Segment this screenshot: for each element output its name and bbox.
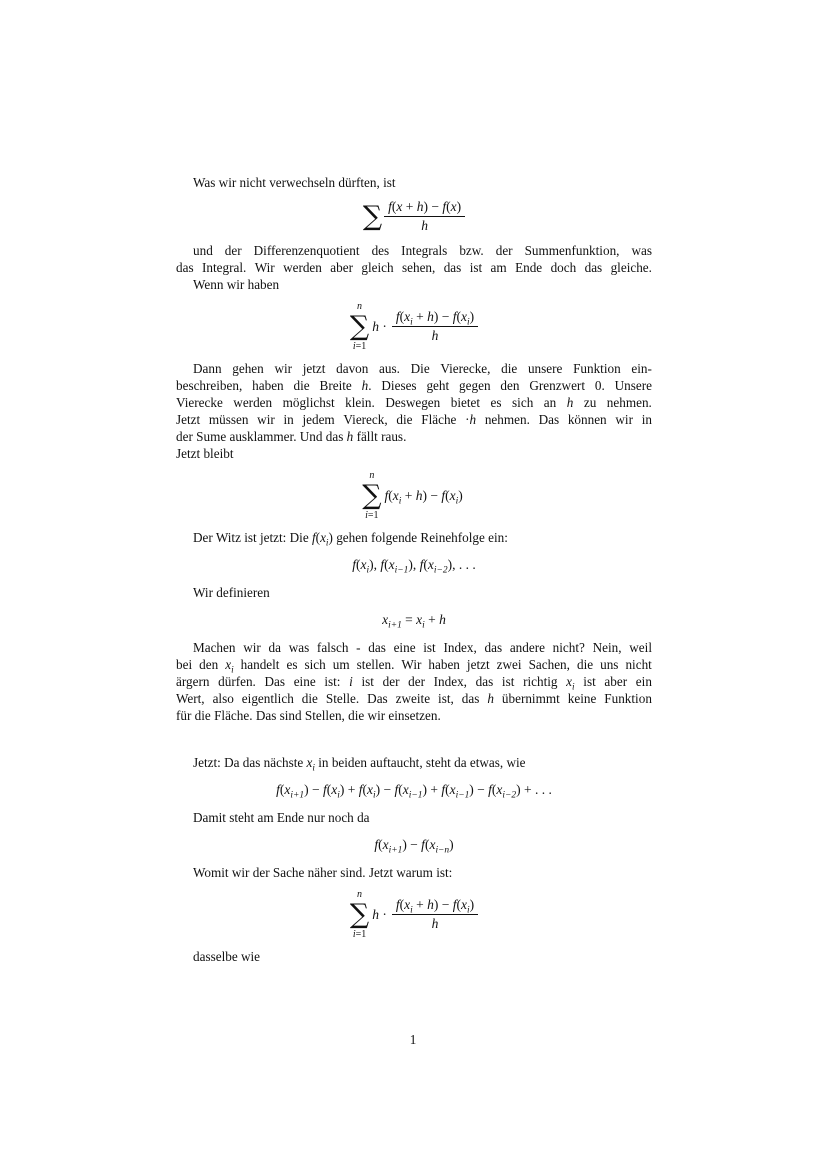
word: das	[443, 260, 462, 275]
word: Integral.	[201, 260, 247, 275]
fraction-numerator: $f(x_i + h) - f(x_i)$	[392, 897, 478, 915]
paragraph-line: für die Fläche. Das sind Stellen, die wir einsetzen.	[176, 708, 441, 723]
word: bei	[176, 657, 193, 672]
word: Integrals	[401, 243, 448, 258]
word: um	[332, 657, 350, 672]
word: sich	[304, 657, 326, 672]
paragraph-line: Jetzt: Da das nächste $x_i$ in beiden auftaucht, steht da etwas, wie	[193, 755, 526, 773]
fraction-denominator: h	[431, 328, 439, 343]
word: die	[396, 412, 413, 427]
word: werden	[233, 395, 273, 410]
page-number: 1	[409, 1032, 417, 1047]
word: ist:	[324, 674, 341, 689]
word: der	[495, 243, 513, 258]
paragraph-line: Wenn wir haben	[193, 277, 280, 292]
formula-sum-h-quotient-repeat	[176, 889, 652, 940]
word: Wir	[254, 260, 275, 275]
word: aus.	[379, 361, 400, 376]
word: i	[349, 674, 353, 689]
word: können	[567, 412, 607, 427]
word: Funktion	[573, 361, 621, 376]
formula-expression: $x_{i+1} = x_i + h$	[382, 612, 446, 631]
formula-sum-h-quotient	[176, 301, 652, 352]
word: wir	[615, 412, 633, 427]
word: andere	[509, 640, 545, 655]
word: handelt	[240, 657, 280, 672]
word: des	[371, 243, 390, 258]
word: es	[286, 657, 298, 672]
paragraph-7	[176, 639, 652, 724]
word: Sachen,	[528, 657, 570, 672]
word: Viereck,	[343, 412, 388, 427]
word: ist	[501, 674, 515, 689]
sum-upper-limit: n	[369, 470, 375, 481]
word: Machen	[193, 640, 236, 655]
word: Das	[264, 674, 286, 689]
fraction-numerator: f(x + h) − f(x)	[384, 199, 465, 217]
paragraph-8	[176, 754, 652, 771]
word: Dieses	[381, 378, 417, 393]
word: es	[490, 395, 502, 410]
word: h.	[361, 378, 372, 393]
word: geht	[426, 378, 450, 393]
word: Index,	[433, 674, 467, 689]
fraction-denominator: h	[421, 218, 428, 233]
word: wir	[243, 640, 261, 655]
word: haben	[252, 378, 284, 393]
word: Index,	[443, 640, 477, 655]
word: da	[268, 640, 281, 655]
word: bzw.	[459, 243, 484, 258]
word: der	[224, 243, 242, 258]
formula-sequence	[176, 557, 652, 576]
word: das	[368, 640, 386, 655]
word: Nein,	[592, 640, 622, 655]
word: Wir	[401, 657, 422, 672]
sum-lower-limit: i=1	[365, 510, 379, 521]
paragraph-line: Wir definieren	[193, 585, 270, 600]
summation-with-limits	[362, 470, 381, 521]
paragraph-2	[176, 242, 652, 276]
fraction-denominator: h	[431, 916, 439, 931]
word: ist	[361, 674, 374, 689]
word: Vierecke,	[440, 361, 491, 376]
sum-lower-limit: i=1	[352, 341, 367, 352]
word: Funktion	[604, 691, 652, 706]
word: das	[584, 260, 603, 275]
word: an	[543, 395, 557, 410]
paragraph-line	[176, 639, 652, 656]
word: was	[631, 243, 652, 258]
word: ein-	[631, 361, 652, 376]
paragraph-line	[176, 242, 652, 259]
word: der	[408, 674, 425, 689]
paragraph-9	[176, 809, 652, 826]
word: klein.	[345, 395, 375, 410]
word: Wert,	[176, 691, 205, 706]
paragraph-1	[176, 174, 652, 191]
formula-expression: $f(x_i + h) - f(x_i)$	[384, 487, 463, 507]
word: und	[193, 243, 213, 258]
word: also	[212, 691, 234, 706]
word: sehen,	[401, 260, 436, 275]
word: ·h	[465, 412, 477, 427]
summation-symbol: ∑	[349, 311, 370, 342]
word: das	[461, 691, 480, 706]
word: stellen.	[356, 657, 395, 672]
paragraph-line: Damit steht am Ende nur noch da	[193, 810, 370, 825]
word: doch	[550, 260, 577, 275]
word: falsch	[316, 640, 349, 655]
word: möglichst	[282, 395, 335, 410]
sum-upper-limit: n	[357, 889, 363, 900]
word: $x_i$	[566, 674, 575, 692]
summation-symbol: ∑	[362, 201, 383, 232]
paragraph-line	[176, 259, 652, 276]
summation-with-limits	[350, 889, 369, 940]
word: jetzt	[466, 657, 490, 672]
paragraph-3	[176, 276, 652, 293]
word: aber	[604, 674, 628, 689]
word: Das	[367, 691, 388, 706]
summation-with-limits	[350, 301, 369, 352]
summation-symbol: ∑	[362, 480, 382, 511]
paragraph-line: der Sume ausklammer. Und das h fällt raus.	[176, 429, 407, 444]
word: nehmen.	[606, 395, 652, 410]
word: wir	[257, 412, 275, 427]
word: das	[176, 260, 194, 275]
word: beschreiben,	[176, 378, 243, 393]
word: Grenzwert	[529, 378, 585, 393]
word: gleiche.	[610, 260, 652, 275]
word: Unsere	[614, 378, 652, 393]
word: Die	[410, 361, 430, 376]
word: wir	[274, 361, 293, 376]
word: in	[641, 412, 652, 427]
word: müssen	[208, 412, 249, 427]
fraction	[392, 309, 478, 344]
paragraph-line: Was wir nicht verwechseln dürften, ist	[193, 175, 396, 190]
formula-prefactor: h ·	[372, 318, 387, 334]
word: -	[356, 640, 361, 655]
word: aber	[330, 260, 353, 275]
formula-telescoped-result	[176, 837, 652, 856]
word: zu	[583, 395, 597, 410]
word: die	[576, 657, 594, 672]
word: ein	[635, 674, 652, 689]
word: eine	[293, 674, 316, 689]
word: das	[484, 640, 503, 655]
word: gegen	[459, 378, 491, 393]
word: Jetzt	[176, 412, 201, 427]
sum-upper-limit: n	[357, 301, 363, 312]
word: haben	[428, 657, 460, 672]
word: ist,	[438, 691, 454, 706]
word: Differenzenquotient	[253, 243, 360, 258]
word: am	[490, 260, 507, 275]
formula-difference-quotient	[176, 199, 652, 234]
paragraph-6	[176, 584, 652, 601]
paragraph-line	[176, 360, 652, 377]
word: Ende	[515, 260, 543, 275]
paragraph-5	[176, 529, 652, 546]
formula-expression: $f(x_{i+1}) - f(x_i) + f(x_i) - f(x_{i-1}) + f(x_{i-1}) - f(x_{i-2})$ + . . .	[276, 782, 552, 801]
word: Summenfunktion,	[524, 243, 620, 258]
word: ist	[469, 260, 483, 275]
word: jetzt	[302, 361, 326, 376]
formula-expression: $f(x_{i+1}) - f(x_{i-n})$	[374, 837, 454, 856]
word: übernimmt	[501, 691, 560, 706]
word: unsere	[527, 361, 563, 376]
word: die	[293, 378, 310, 393]
word: weil	[629, 640, 652, 655]
paragraph-line	[176, 673, 652, 690]
word: ärgern	[176, 674, 210, 689]
word: richtig	[523, 674, 558, 689]
fraction-numerator: $f(x_i + h) - f(x_i)$	[392, 309, 478, 327]
word: die	[501, 361, 518, 376]
paragraph-4	[176, 360, 652, 462]
word: jedem	[302, 412, 335, 427]
word: Deswegen	[385, 395, 441, 410]
formula-telescoping-sum	[176, 782, 652, 801]
word: Stelle.	[325, 691, 360, 706]
paragraph-line: Womit wir der Sache näher sind. Jetzt warum ist:	[193, 865, 453, 880]
paragraph-line	[176, 411, 652, 428]
word: Fläche	[421, 412, 457, 427]
word: gehen	[232, 361, 264, 376]
word: h	[487, 691, 494, 706]
word: bietet	[450, 395, 481, 410]
word: die	[301, 691, 318, 706]
word: was	[288, 640, 310, 655]
word: in	[283, 412, 294, 427]
word: davon	[336, 361, 369, 376]
word: nicht	[625, 657, 652, 672]
word: der	[382, 674, 400, 689]
word: eigentlich	[241, 691, 294, 706]
summation-symbol: ∑	[349, 899, 370, 930]
word: h	[566, 395, 574, 410]
word: Vierecke	[176, 395, 223, 410]
document-content	[176, 174, 652, 965]
paragraph-line: dasselbe wie	[193, 949, 261, 964]
word: $x_i$	[225, 657, 234, 675]
word: dürfen.	[218, 674, 256, 689]
paragraph-line	[176, 377, 652, 394]
word: zwei	[496, 657, 522, 672]
formula-prefactor: h ·	[372, 906, 387, 922]
paragraph-line: Jetzt bleibt	[176, 446, 234, 461]
fraction	[384, 199, 465, 234]
word: nicht?	[552, 640, 585, 655]
word: eine	[393, 640, 416, 655]
paragraph-10	[176, 864, 652, 881]
word: den	[500, 378, 520, 393]
sum-lower-limit: i=1	[352, 929, 367, 940]
word: keine	[567, 691, 597, 706]
word: den	[199, 657, 219, 672]
fraction	[392, 897, 478, 932]
word: Dann	[193, 361, 222, 376]
formula-expression: $f(x_i)$, $f(x_{i-1})$, $f(x_{i-2})$, . . .	[352, 557, 476, 576]
word: werden	[283, 260, 322, 275]
word: ist	[423, 640, 436, 655]
word: uns	[600, 657, 619, 672]
formula-definition-x-next	[176, 612, 652, 631]
word: zweite	[395, 691, 431, 706]
word: das	[475, 674, 494, 689]
word: Das	[538, 412, 560, 427]
word: nehmen.	[484, 412, 530, 427]
paragraph-11	[176, 948, 652, 965]
formula-sum-difference	[176, 470, 652, 521]
word: ist	[583, 674, 596, 689]
paragraph-line	[176, 656, 652, 673]
paragraph-line	[176, 394, 652, 411]
word: Breite	[319, 378, 352, 393]
paragraph-line	[176, 690, 652, 707]
word: sich	[512, 395, 534, 410]
word: 0.	[594, 378, 605, 393]
word: gleich	[361, 260, 394, 275]
paragraph-line: Der Witz ist jetzt: Die $f(x_i)$ gehen folgende Reinehfolge ein:	[193, 530, 508, 548]
